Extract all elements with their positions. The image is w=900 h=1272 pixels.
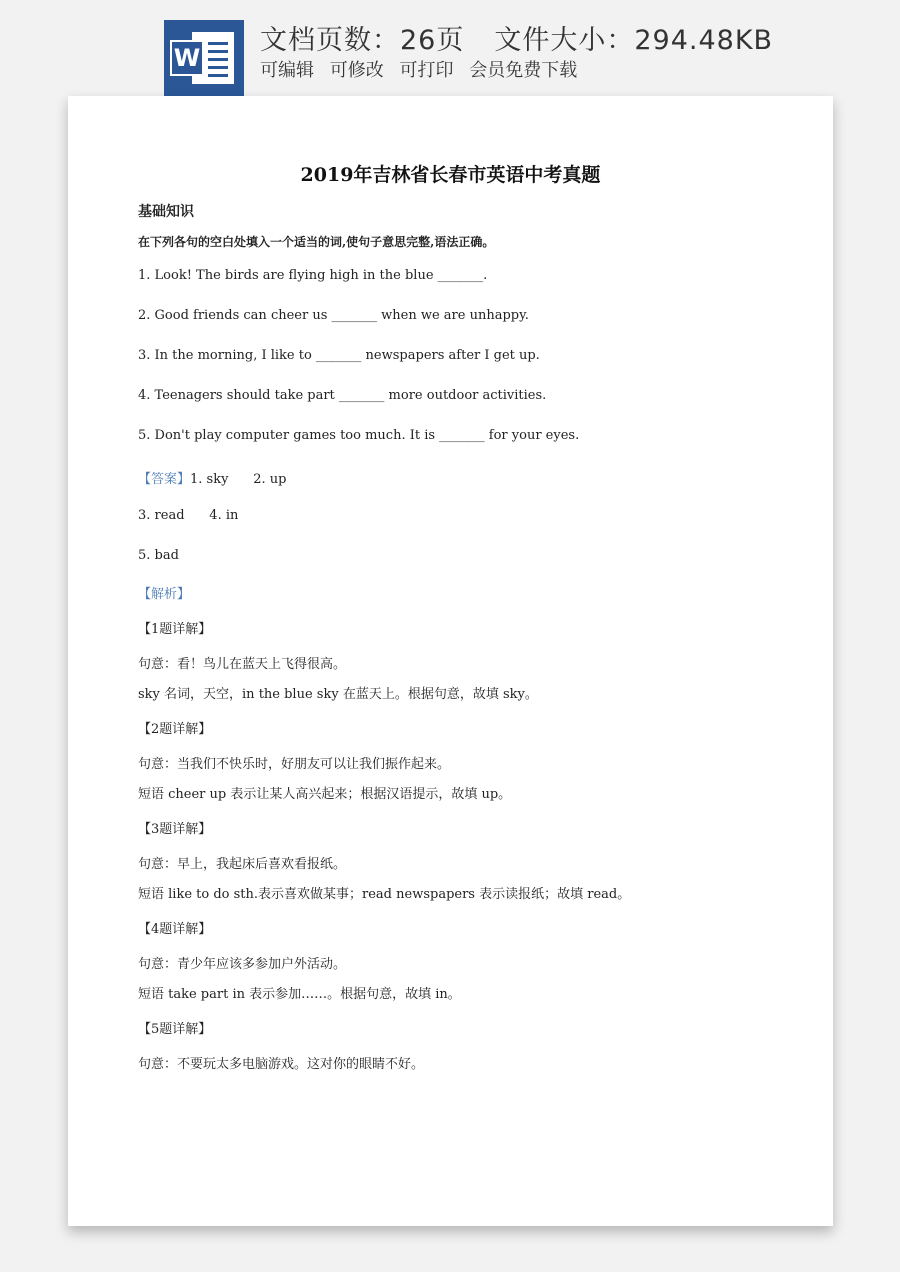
detail-line: 句意：青少年应该多参加户外活动。 (138, 957, 347, 972)
detail-line: sky 名词，天空，in the blue sky 在蓝天上。根据句意，故填 sky。 (138, 687, 538, 702)
answer-line-1 (138, 468, 286, 487)
question-5: 5. Don't play computer games too much. It is _______ for your eyes. (138, 428, 580, 443)
file-meta (260, 18, 773, 57)
feature-member-download: 会员免费下载 (469, 60, 578, 81)
page-title: 2019年吉林省长春市英语中考真题 (300, 164, 601, 186)
detail-line: 短语 cheer up 表示让某人高兴起来；根据汉语提示，故填 up。 (138, 787, 512, 802)
detail-heading: 【4题详解】 (138, 922, 212, 937)
question-2: 2. Good friends can cheer us _______ when we are unhappy. (138, 308, 529, 323)
feature-editable: 可编辑 (260, 60, 314, 81)
detail-heading: 【1题详解】 (138, 622, 212, 637)
detail-line: 句意：当我们不快乐时，好朋友可以让我们振作起来。 (138, 757, 451, 772)
detail-line: 短语 take part in 表示参加……。根据句意，故填 in。 (138, 987, 461, 1002)
detail-heading: 【3题详解】 (138, 822, 212, 837)
document-page (68, 96, 833, 1226)
word-icon (164, 20, 244, 96)
question-3: 3. In the morning, I like to _______ newspapers after I get up. (138, 348, 540, 363)
question-1: 1. Look! The birds are flying high in the blue _______. (138, 268, 488, 283)
analysis-tag: 【解析】 (138, 587, 191, 602)
feature-printable: 可打印 (399, 60, 454, 81)
answers-1-2: 1. sky 2. up (190, 472, 287, 487)
answer-line-2: 3. read 4. in (138, 508, 239, 523)
detail-heading: 【2题详解】 (138, 722, 212, 737)
question-4: 4. Teenagers should take part _______ more outdoor activities. (138, 388, 547, 403)
detail-heading: 【5题详解】 (138, 1022, 212, 1037)
detail-line: 句意：看！鸟儿在蓝天上飞得很高。 (138, 657, 347, 672)
file-size: 文件大小：294.48KB (494, 25, 774, 56)
section-heading: 基础知识 (138, 204, 194, 220)
detail-line: 短语 like to do sth.表示喜欢做某事；read newspapers 表示读报纸；故填 read。 (138, 887, 631, 902)
feature-list (260, 56, 587, 82)
page-count: 文档页数：26页 (260, 25, 465, 56)
download-banner (0, 0, 900, 100)
instruction-text: 在下列各句的空白处填入一个适当的词,使句子意思完整,语法正确。 (138, 235, 495, 249)
answer-line-3: 5. bad (138, 548, 179, 563)
detail-line: 句意：早上，我起床后喜欢看报纸。 (138, 857, 347, 872)
word-letter: W (170, 40, 204, 76)
feature-modifiable: 可修改 (329, 60, 384, 81)
answer-tag: 【答案】 (138, 472, 191, 487)
detail-line: 句意：不要玩太多电脑游戏。这对你的眼睛不好。 (138, 1057, 425, 1072)
